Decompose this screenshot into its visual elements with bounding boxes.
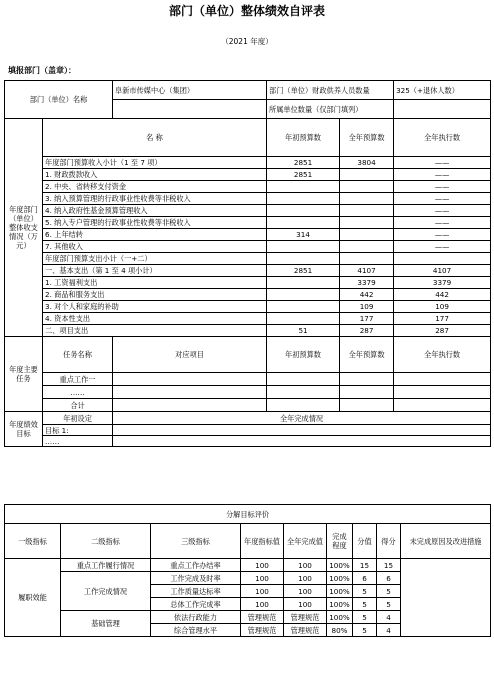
eval-score: 15 — [353, 559, 377, 572]
budget-full — [340, 169, 394, 181]
tasks-header-row — [5, 337, 491, 373]
budget-full: 4107 — [340, 265, 394, 277]
task-name: 重点工作一 — [43, 373, 113, 386]
header-degree: 完成程度 — [327, 524, 353, 559]
eval-degree: 100% — [327, 598, 353, 611]
goal-row — [5, 425, 491, 436]
eval-got: 4 — [377, 624, 401, 637]
task-name: 合计 — [43, 399, 113, 412]
tasks-header-initial: 年初预算数 — [267, 337, 340, 373]
eval-score: 5 — [353, 598, 377, 611]
task-item — [113, 386, 267, 399]
header-got: 得分 — [377, 524, 401, 559]
eval-score: 5 — [353, 611, 377, 624]
eval-group-label: 履职效能 — [5, 559, 61, 637]
budget-exec: —— — [394, 241, 491, 253]
budget-full — [340, 205, 394, 217]
budget-row — [5, 301, 491, 313]
budget-exec: —— — [394, 169, 491, 181]
budget-full: 287 — [340, 325, 394, 337]
eval-l3: 依法行政能力 — [151, 611, 241, 624]
eval-l2: 基础管理 — [61, 611, 151, 637]
budget-full: 109 — [340, 301, 394, 313]
eval-got: 6 — [377, 572, 401, 585]
task-row — [5, 373, 491, 386]
budget-side-label: 年度部门（单位）整体收支情况（万元） — [5, 119, 43, 337]
budget-row — [5, 313, 491, 325]
budget-row — [5, 289, 491, 301]
header-initial: 年初预算数 — [267, 119, 340, 157]
budget-exec: —— — [394, 181, 491, 193]
budget-exec: —— — [394, 193, 491, 205]
budget-table — [4, 80, 491, 447]
budget-item-name: 7. 其他收入 — [43, 241, 267, 253]
task-initial — [267, 373, 340, 386]
budget-initial — [267, 193, 340, 205]
budget-exec: —— — [394, 217, 491, 229]
task-full — [340, 386, 394, 399]
task-exec — [394, 399, 491, 412]
budget-row — [5, 265, 491, 277]
eval-degree: 100% — [327, 572, 353, 585]
header-done: 全年完成值 — [284, 524, 327, 559]
eval-degree: 80% — [327, 624, 353, 637]
budget-row — [5, 157, 491, 169]
eval-degree: 100% — [327, 559, 353, 572]
task-row — [5, 399, 491, 412]
eval-done: 100 — [284, 585, 327, 598]
goal-result — [113, 436, 491, 447]
budget-row — [5, 205, 491, 217]
goal-text: …… — [43, 436, 113, 447]
eval-l3: 重点工作办结率 — [151, 559, 241, 572]
budget-item-name: 3. 纳入预算管理的行政事业性收费等非税收入 — [43, 193, 267, 205]
task-name: …… — [43, 386, 113, 399]
header-full: 全年预算数 — [340, 119, 394, 157]
eval-title-row — [5, 505, 491, 524]
budget-initial: 2851 — [267, 157, 340, 169]
budget-item-name: 年度部门预算支出小计（一+二） — [43, 253, 267, 265]
budget-initial — [267, 289, 340, 301]
goal-result — [113, 425, 491, 436]
eval-row — [5, 559, 491, 572]
budget-item-name: 1. 工资福利支出 — [43, 277, 267, 289]
task-initial — [267, 399, 340, 412]
budget-full — [340, 241, 394, 253]
budget-exec: 3379 — [394, 277, 491, 289]
budget-full: 442 — [340, 289, 394, 301]
eval-got: 15 — [377, 559, 401, 572]
budget-initial: 2851 — [267, 265, 340, 277]
eval-done: 管理规范 — [284, 624, 327, 637]
budget-row — [5, 241, 491, 253]
eval-target: 管理规范 — [241, 624, 284, 637]
budget-full — [340, 253, 394, 265]
eval-target: 100 — [241, 598, 284, 611]
eval-score: 5 — [353, 624, 377, 637]
eval-title: 分解目标评价 — [5, 505, 491, 524]
budget-exec: 109 — [394, 301, 491, 313]
budget-row — [5, 253, 491, 265]
eval-header-row — [5, 524, 491, 559]
budget-item-name: 4. 资本性支出 — [43, 313, 267, 325]
staff-label: 部门（单位）财政供养人员数量 — [267, 81, 394, 100]
budget-exec: —— — [394, 229, 491, 241]
report-year: （2021 年度） — [221, 37, 273, 46]
tasks-header-task: 任务名称 — [43, 337, 113, 373]
eval-l2: 工作完成情况 — [61, 572, 151, 611]
header-exec: 全年执行数 — [394, 119, 491, 157]
header-l2: 二级指标 — [61, 524, 151, 559]
budget-full — [340, 217, 394, 229]
tasks-header-exec: 全年执行数 — [394, 337, 491, 373]
budget-row — [5, 229, 491, 241]
tasks-side-label: 年度主要任务 — [5, 337, 43, 412]
info-row-dept — [5, 81, 491, 100]
budget-full: 3379 — [340, 277, 394, 289]
budget-exec: 442 — [394, 289, 491, 301]
header-name: 名 称 — [43, 119, 267, 157]
budget-item-name: 4. 纳入政府性基金预算管理收入 — [43, 205, 267, 217]
budget-item-name: 二、项目支出 — [43, 325, 267, 337]
budget-exec: 177 — [394, 313, 491, 325]
eval-degree: 100% — [327, 585, 353, 598]
budget-row — [5, 277, 491, 289]
eval-degree: 100% — [327, 611, 353, 624]
budget-item-name: 2. 中央、省转移支付资金 — [43, 181, 267, 193]
budget-row — [5, 325, 491, 337]
sub-label: 所属单位数量（仅部门填列） — [267, 100, 394, 119]
header-score: 分值 — [353, 524, 377, 559]
budget-initial — [267, 205, 340, 217]
header-reason: 未完成原因及改进措施 — [401, 524, 491, 559]
goals-col2: 全年完成情况 — [113, 412, 491, 425]
eval-l2: 重点工作履行情况 — [61, 559, 151, 572]
task-initial — [267, 386, 340, 399]
eval-l3: 综合管理水平 — [151, 624, 241, 637]
eval-l3: 工作质量达标率 — [151, 585, 241, 598]
budget-item-name: 一、基本支出（第 1 至 4 项小计） — [43, 265, 267, 277]
eval-l3: 工作完成及时率 — [151, 572, 241, 585]
budget-initial — [267, 301, 340, 313]
goals-side-label: 年度绩效目标 — [5, 412, 43, 447]
goals-col1: 年初设定 — [43, 412, 113, 425]
budget-initial — [267, 241, 340, 253]
task-item — [113, 399, 267, 412]
sub-value — [394, 100, 491, 119]
eval-target: 100 — [241, 559, 284, 572]
budget-full: 177 — [340, 313, 394, 325]
budget-row — [5, 193, 491, 205]
header-l1: 一级指标 — [5, 524, 61, 559]
eval-target: 100 — [241, 572, 284, 585]
budget-item-name: 5. 纳入专户管理的行政事业性收费等非税收入 — [43, 217, 267, 229]
budget-exec: —— — [394, 205, 491, 217]
budget-item-name: 2. 商品和服务支出 — [43, 289, 267, 301]
task-row — [5, 386, 491, 399]
budget-initial: 51 — [267, 325, 340, 337]
eval-got: 5 — [377, 585, 401, 598]
budget-full — [340, 181, 394, 193]
budget-full — [340, 193, 394, 205]
staff-value: 325（+退休人数） — [394, 81, 491, 100]
goal-row — [5, 436, 491, 447]
header-target: 年度指标值 — [241, 524, 284, 559]
tasks-header-full: 全年预算数 — [340, 337, 394, 373]
dept-label: 部门（单位）名称 — [5, 81, 113, 119]
eval-score: 6 — [353, 572, 377, 585]
budget-item-name: 6. 上年结转 — [43, 229, 267, 241]
eval-reason — [401, 559, 491, 637]
budget-row — [5, 181, 491, 193]
budget-initial: 314 — [267, 229, 340, 241]
goal-text: 目标 1: — [43, 425, 113, 436]
budget-initial — [267, 277, 340, 289]
budget-exec — [394, 253, 491, 265]
eval-got: 5 — [377, 598, 401, 611]
tasks-header-item: 对应项目 — [113, 337, 267, 373]
budget-exec: —— — [394, 157, 491, 169]
eval-done: 管理规范 — [284, 611, 327, 624]
eval-done: 100 — [284, 559, 327, 572]
page-title: 部门（单位）整体绩效自评表 — [168, 4, 325, 18]
budget-header-row — [5, 119, 491, 157]
task-exec — [394, 386, 491, 399]
task-item — [113, 373, 267, 386]
dept-value-extra — [113, 100, 267, 119]
eval-got: 4 — [377, 611, 401, 624]
task-exec — [394, 373, 491, 386]
budget-item-name: 1. 财政拨款收入 — [43, 169, 267, 181]
eval-target: 管理规范 — [241, 611, 284, 624]
budget-initial — [267, 253, 340, 265]
budget-row — [5, 217, 491, 229]
dept-value: 阜新市传媒中心（集团） — [113, 81, 267, 100]
budget-full — [340, 229, 394, 241]
task-full — [340, 373, 394, 386]
budget-item-name: 年度部门预算收入小计（1 至 7 项） — [43, 157, 267, 169]
budget-row — [5, 169, 491, 181]
budget-item-name: 3. 对个人和家庭的补助 — [43, 301, 267, 313]
budget-initial — [267, 181, 340, 193]
header-l3: 三级指标 — [151, 524, 241, 559]
filler-label: 填报部门（盖章）： — [8, 66, 76, 75]
eval-target: 100 — [241, 585, 284, 598]
budget-exec: 4107 — [394, 265, 491, 277]
budget-exec: 287 — [394, 325, 491, 337]
goals-header-row — [5, 412, 491, 425]
budget-initial: 2851 — [267, 169, 340, 181]
budget-initial — [267, 217, 340, 229]
budget-initial — [267, 313, 340, 325]
eval-done: 100 — [284, 572, 327, 585]
eval-score: 5 — [353, 585, 377, 598]
eval-l3: 总体工作完成率 — [151, 598, 241, 611]
task-full — [340, 399, 394, 412]
budget-full: 3804 — [340, 157, 394, 169]
evaluation-table — [4, 504, 491, 637]
eval-done: 100 — [284, 598, 327, 611]
